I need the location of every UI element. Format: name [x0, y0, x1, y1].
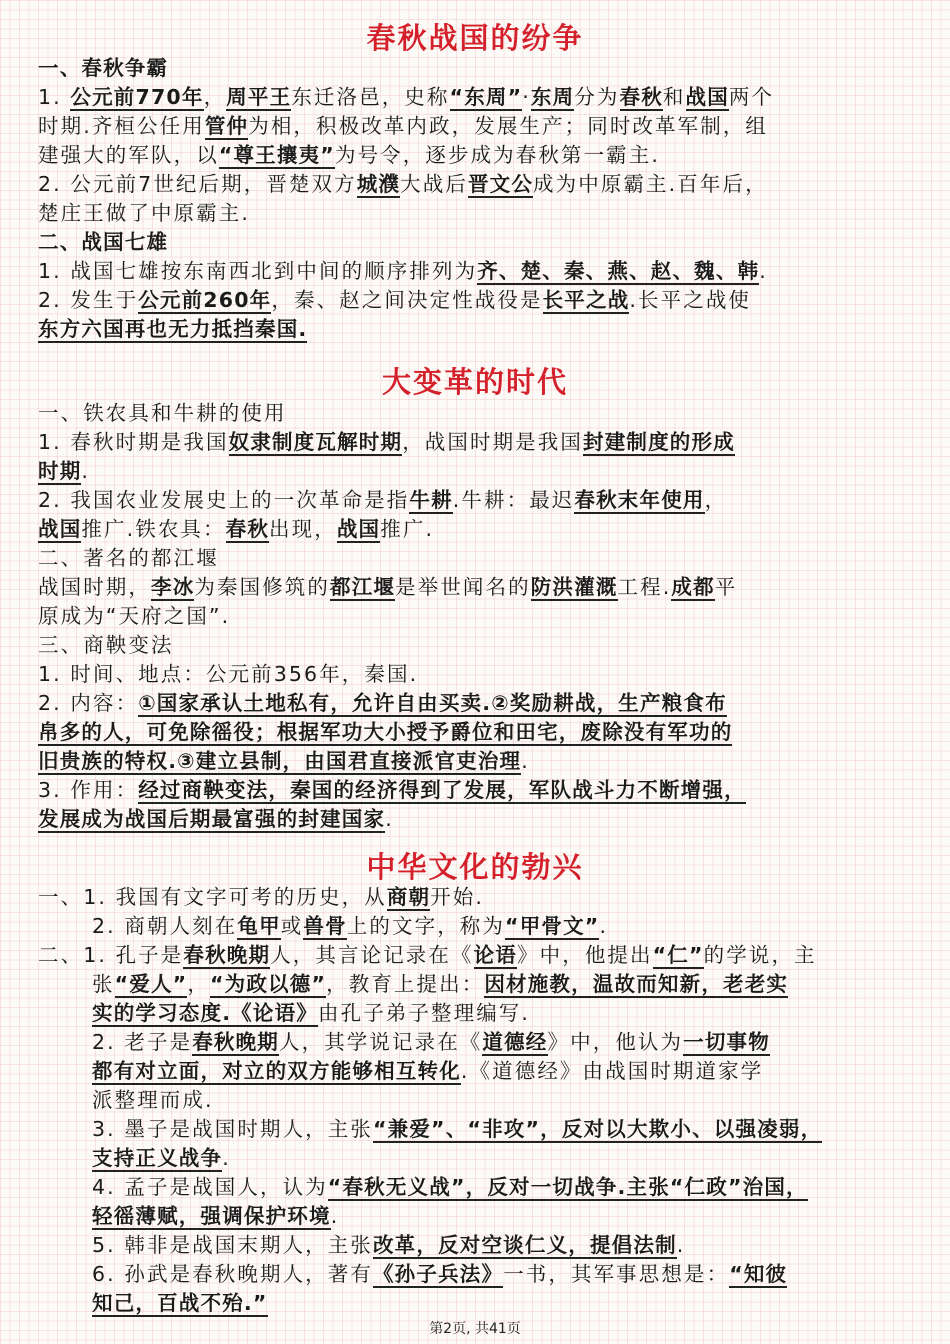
key-point-text: 公元前260年	[138, 288, 272, 312]
note-text: 2. 商朝人刻在	[92, 914, 238, 938]
note-text: .	[676, 1233, 686, 1257]
note-text: 一、春秋争霸	[38, 56, 169, 80]
key-point-text: “尊王攘夷”	[218, 143, 335, 167]
note-text: .	[330, 1204, 340, 1228]
note-text: 2. 公元前7世纪后期，晋楚双方	[38, 172, 357, 196]
note-line	[92, 1029, 770, 1055]
key-point-text: 商朝	[386, 885, 431, 909]
note-text: 1. 战国七雄按东南西北到中间的顺序排列为	[38, 259, 478, 283]
note-text: ，战国时期是我国	[402, 430, 583, 454]
note-text: 和	[662, 85, 686, 109]
note-text: 一书，其军事思想是：	[503, 1262, 730, 1286]
note-text: 推广.	[380, 517, 435, 541]
key-point-text: 管仲	[204, 114, 249, 138]
key-point-text: 知己，百战不殆.”	[92, 1291, 268, 1315]
note-line	[38, 171, 768, 197]
note-line	[92, 1116, 822, 1142]
note-text: 二、1. 孔子是	[38, 943, 184, 967]
note-text: 4. 孟子是战国人，认为	[92, 1175, 328, 1199]
key-point-text: 战国	[38, 517, 82, 541]
key-point-text: 春秋晚期	[183, 943, 271, 967]
note-line	[38, 200, 250, 226]
note-text: 为相，积极改革内政，发展生产；同时改革军制，组	[248, 114, 769, 138]
key-point-text: 论语	[473, 943, 518, 967]
key-point-text: 公元前770年	[70, 85, 204, 109]
note-text: 为号令，逐步成为春秋第一霸主.	[334, 143, 660, 167]
key-point-text: 战国	[685, 85, 729, 109]
note-text: 5. 韩非是战国末期人，主张	[92, 1233, 373, 1257]
note-text: .	[222, 1146, 231, 1170]
note-line	[38, 142, 660, 168]
note-text: 为秦国修筑的	[194, 575, 331, 599]
section-title: 春秋战国的纷争	[366, 21, 584, 55]
note-line	[92, 971, 788, 997]
key-point-text: 都江堰	[330, 575, 396, 599]
note-line	[92, 1203, 339, 1229]
key-point-text: 帛多的人，可免除徭役；根据军功大小授予爵位和田宅，废除没有军功的	[38, 720, 733, 744]
note-text: .	[81, 459, 91, 483]
note-text: 一、铁农具和牛耕的使用	[38, 401, 287, 425]
note-line	[38, 806, 394, 832]
note-text: 人，其学说记录在《	[279, 1030, 483, 1054]
note-line	[38, 690, 727, 716]
key-point-text: “春秋无义战”，反对一切战争.主张“仁政”治国，	[327, 1175, 808, 1199]
key-point-text: 东周	[530, 85, 575, 109]
note-text: 3. 墨子是战国时期人，主张	[92, 1117, 373, 1141]
note-text: .	[599, 914, 609, 938]
key-point-text: 春秋晚期	[192, 1030, 279, 1054]
note-text: 3. 作用：	[38, 778, 139, 802]
key-point-text: 支持正义战争	[92, 1146, 223, 1170]
note-text: 1. 春秋时期是我国	[38, 430, 229, 454]
note-line	[92, 913, 608, 939]
key-point-text: 齐、楚、秦、燕、赵、魏、韩	[477, 259, 760, 283]
note-text: 的学说，主	[703, 943, 817, 967]
note-line	[92, 1000, 530, 1026]
key-point-text: “仁”	[652, 943, 704, 967]
note-text: 张	[92, 972, 115, 996]
note-line	[38, 113, 768, 139]
note-text: ·	[522, 85, 531, 109]
key-point-text: 春秋末年使用	[574, 488, 705, 512]
key-point-text: 改革，反对空谈仁义，提倡法制	[372, 1233, 677, 1257]
key-point-text: 时期	[38, 459, 82, 483]
note-line	[38, 400, 287, 426]
note-text: ，	[704, 488, 728, 512]
note-line	[38, 603, 230, 629]
note-line	[92, 1087, 214, 1113]
note-text: 一、1. 我国有文字可考的历史，从	[38, 885, 387, 909]
section-title: 大变革的时代	[381, 365, 568, 399]
note-text: 大战后	[400, 172, 468, 196]
note-line	[38, 258, 768, 284]
page-footer: 第2页, 共41页	[429, 1321, 521, 1337]
section-title: 中华文化的勃兴	[366, 850, 584, 884]
note-text: 战国时期，	[38, 575, 151, 599]
key-point-text: 晋文公	[467, 172, 534, 196]
note-text: 6. 孙武是春秋晚期人，著有	[92, 1262, 373, 1286]
note-text: .	[385, 807, 394, 831]
note-line	[92, 1145, 231, 1171]
key-point-text: “爱人”	[114, 972, 188, 996]
note-text: .长平之战使	[629, 288, 752, 312]
key-point-text: 发展成为战国后期最富强的封建国家	[38, 807, 386, 831]
key-point-text: 周平王	[226, 85, 292, 109]
note-line	[38, 316, 307, 342]
key-point-text: 成都	[671, 575, 715, 599]
key-point-text: 城濮	[356, 172, 401, 196]
note-line	[38, 632, 174, 658]
key-point-text: 轻徭薄赋，强调保护环境	[92, 1204, 331, 1228]
note-text: 二、著名的都江堰	[38, 546, 219, 570]
note-text: 》中，他提出	[517, 943, 653, 967]
key-point-text: 《孙子兵法》	[372, 1262, 504, 1286]
note-text: 分为	[574, 85, 620, 109]
key-point-text: “兼爱”、“非攻”，反对以大欺小、以强凌弱，	[372, 1117, 823, 1141]
key-point-text: 都有对立面，对立的双方能够相互转化	[92, 1059, 461, 1083]
note-line	[38, 884, 484, 910]
note-text: 东迁洛邑，史称	[291, 85, 450, 109]
note-text: 三、商鞅变法	[38, 633, 174, 657]
key-point-text: 战国	[336, 517, 381, 541]
note-text: 上的文字，称为	[346, 914, 506, 938]
key-point-text: “知彼	[729, 1262, 788, 1286]
note-line	[38, 574, 737, 600]
note-text: 出现，	[269, 517, 337, 541]
note-text: ，	[187, 972, 210, 996]
note-text: 开始.	[430, 885, 485, 909]
note-text: 或	[280, 914, 304, 938]
key-point-text: 东方六国再也无力抵挡秦国.	[38, 317, 308, 341]
note-text: 楚庄王做了中原霸主.	[38, 201, 251, 225]
note-text: 派整理而成.	[92, 1088, 214, 1112]
note-line	[38, 516, 434, 542]
note-line	[92, 1174, 808, 1200]
key-point-text: 旧贵族的特权.③建立县制，由国君直接派官吏治理	[38, 749, 522, 773]
note-line	[38, 487, 727, 513]
note-text: .《道德经》由战国时期道家学	[460, 1059, 764, 1083]
note-text: ，秦、赵之间决定性战役是	[271, 288, 543, 312]
key-point-text: “东周”	[449, 85, 523, 109]
note-text: 》中，他认为	[547, 1030, 684, 1054]
note-line	[38, 777, 746, 803]
note-line	[38, 545, 219, 571]
note-line	[38, 429, 735, 455]
note-text: 是举世闻名的	[395, 575, 531, 599]
note-line	[38, 661, 418, 687]
note-text: 成为中原霸主.百年后，	[533, 172, 768, 196]
note-text: 1.	[38, 85, 71, 109]
note-text: 2. 我国农业发展史上的一次革命是指	[38, 488, 410, 512]
key-point-text: 长平之战	[542, 288, 630, 312]
note-line	[38, 719, 732, 745]
key-point-text: ①国家承认土地私有，允许自由买卖.②奖励耕战，生产粮食布	[138, 691, 727, 715]
note-line	[92, 1261, 787, 1287]
note-line	[92, 1058, 763, 1084]
key-point-text: 实的学习态度.《论语》	[92, 1001, 318, 1025]
key-point-text: 春秋	[225, 517, 270, 541]
note-line	[38, 458, 90, 484]
key-point-text: 李冰	[151, 575, 195, 599]
note-text: 工程.	[617, 575, 672, 599]
note-text: 2. 老子是	[92, 1030, 193, 1054]
key-point-text: 奴隶制度瓦解时期	[228, 430, 403, 454]
key-point-text: 春秋	[619, 85, 663, 109]
note-text: 2. 内容：	[38, 691, 139, 715]
key-point-text: 因材施教，温故而知新，老老实	[484, 972, 789, 996]
note-text: ，教育上提出：	[326, 972, 485, 996]
note-text: 2. 发生于	[38, 288, 139, 312]
note-text: 人，其言论记录在《	[270, 943, 474, 967]
note-text: 两个	[728, 85, 775, 109]
note-text: .牛耕：最迟	[452, 488, 575, 512]
key-point-text: 防洪灌溉	[530, 575, 618, 599]
note-text: .	[521, 749, 530, 773]
note-text: 二、战国七雄	[38, 230, 169, 254]
note-line	[38, 55, 168, 81]
note-text: .	[759, 259, 768, 283]
key-point-text: 龟甲	[237, 914, 281, 938]
note-text: 平	[714, 575, 738, 599]
note-text: ，	[203, 85, 227, 109]
key-point-text: “为政以德”	[209, 972, 327, 996]
key-point-text: 道德经	[482, 1030, 548, 1054]
note-text: 由孔子弟子整理编写.	[318, 1001, 531, 1025]
note-line	[38, 942, 817, 968]
note-text: 原成为“天府之国”.	[38, 604, 231, 628]
note-line	[38, 748, 530, 774]
key-point-text: 兽骨	[303, 914, 347, 938]
note-line	[38, 287, 751, 313]
key-point-text: 封建制度的形成	[583, 430, 735, 454]
note-line	[92, 1232, 685, 1258]
note-text: 推广.铁农具：	[81, 517, 226, 541]
note-text: 1. 时间、地点：公元前356年，秦国.	[38, 662, 419, 686]
key-point-text: “甲骨文”	[505, 914, 600, 938]
note-line	[92, 1290, 268, 1316]
note-text: 建强大的军队，以	[38, 143, 219, 167]
key-point-text: 经过商鞅变法，秦国的经济得到了发展，军队战斗力不断增强，	[138, 778, 746, 802]
key-point-text: 一切事物	[683, 1030, 770, 1054]
key-point-text: 牛耕	[409, 488, 453, 512]
note-text: 时期.齐桓公任用	[38, 114, 205, 138]
note-line	[38, 84, 774, 110]
note-line	[38, 229, 168, 255]
